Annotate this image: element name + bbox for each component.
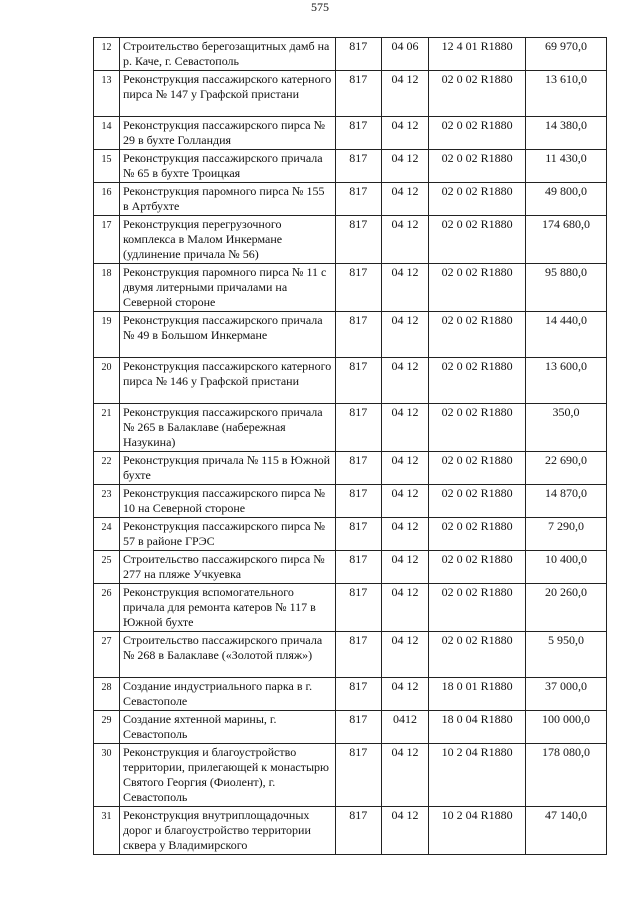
target-article-code: 02 0 02 R1880 bbox=[429, 183, 526, 216]
grbs-code: 817 bbox=[335, 518, 381, 551]
table-row bbox=[94, 150, 607, 183]
row-number: 17 bbox=[94, 216, 120, 264]
section-code: 04 06 bbox=[381, 38, 429, 71]
row-number: 28 bbox=[94, 678, 120, 711]
target-article-code: 02 0 02 R1880 bbox=[429, 216, 526, 264]
amount: 13 610,0 bbox=[525, 71, 606, 117]
section-code: 04 12 bbox=[381, 404, 429, 452]
target-article-code: 02 0 02 R1880 bbox=[429, 71, 526, 117]
object-name: Реконструкция и благоустройство территории, прилегающей к монастырю Святого Георгия (Фиолент), г. Севастополь bbox=[119, 744, 335, 807]
target-article-code: 02 0 02 R1880 bbox=[429, 117, 526, 150]
amount: 14 440,0 bbox=[525, 312, 606, 358]
section-code: 04 12 bbox=[381, 744, 429, 807]
table-row bbox=[94, 117, 607, 150]
section-code: 04 12 bbox=[381, 216, 429, 264]
table-row bbox=[94, 485, 607, 518]
table-row bbox=[94, 404, 607, 452]
row-number: 24 bbox=[94, 518, 120, 551]
row-number: 18 bbox=[94, 264, 120, 312]
table-row bbox=[94, 452, 607, 485]
target-article-code: 02 0 02 R1880 bbox=[429, 584, 526, 632]
grbs-code: 817 bbox=[335, 485, 381, 518]
grbs-code: 817 bbox=[335, 452, 381, 485]
row-number: 13 bbox=[94, 71, 120, 117]
section-code: 04 12 bbox=[381, 358, 429, 404]
row-number: 20 bbox=[94, 358, 120, 404]
grbs-code: 817 bbox=[335, 38, 381, 71]
section-code: 04 12 bbox=[381, 584, 429, 632]
grbs-code: 817 bbox=[335, 216, 381, 264]
object-name: Реконструкция пассажирского катерного пирса № 147 у Графской пристани bbox=[119, 71, 335, 117]
grbs-code: 817 bbox=[335, 183, 381, 216]
object-name: Строительство берегозащитных дамб на р. Каче, г. Севастополь bbox=[119, 38, 335, 71]
section-code: 04 12 bbox=[381, 150, 429, 183]
grbs-code: 817 bbox=[335, 678, 381, 711]
amount: 14 380,0 bbox=[525, 117, 606, 150]
amount: 10 400,0 bbox=[525, 551, 606, 584]
table-row bbox=[94, 518, 607, 551]
object-name: Реконструкция пассажирского пирса № 10 на Северной стороне bbox=[119, 485, 335, 518]
target-article-code: 12 4 01 R1880 bbox=[429, 38, 526, 71]
object-name: Реконструкция пассажирского причала № 49 в Большом Инкермане bbox=[119, 312, 335, 358]
amount: 13 600,0 bbox=[525, 358, 606, 404]
budget-table bbox=[93, 37, 607, 855]
grbs-code: 817 bbox=[335, 71, 381, 117]
section-code: 04 12 bbox=[381, 452, 429, 485]
amount: 7 290,0 bbox=[525, 518, 606, 551]
amount: 49 800,0 bbox=[525, 183, 606, 216]
grbs-code: 817 bbox=[335, 632, 381, 678]
grbs-code: 817 bbox=[335, 744, 381, 807]
amount: 14 870,0 bbox=[525, 485, 606, 518]
table-body bbox=[94, 38, 607, 855]
section-code: 0412 bbox=[381, 711, 429, 744]
target-article-code: 02 0 02 R1880 bbox=[429, 551, 526, 584]
amount: 69 970,0 bbox=[525, 38, 606, 71]
object-name: Реконструкция внутриплощадочных дорог и благоустройство территории сквера у Владимирского bbox=[119, 807, 335, 855]
target-article-code: 02 0 02 R1880 bbox=[429, 518, 526, 551]
table-row bbox=[94, 358, 607, 404]
table-row bbox=[94, 216, 607, 264]
object-name: Реконструкция причала № 115 в Южной бухте bbox=[119, 452, 335, 485]
grbs-code: 817 bbox=[335, 150, 381, 183]
table-row bbox=[94, 38, 607, 71]
table-row bbox=[94, 183, 607, 216]
row-number: 19 bbox=[94, 312, 120, 358]
row-number: 26 bbox=[94, 584, 120, 632]
grbs-code: 817 bbox=[335, 312, 381, 358]
amount: 178 080,0 bbox=[525, 744, 606, 807]
section-code: 04 12 bbox=[381, 518, 429, 551]
amount: 20 260,0 bbox=[525, 584, 606, 632]
table-row bbox=[94, 744, 607, 807]
section-code: 04 12 bbox=[381, 71, 429, 117]
section-code: 04 12 bbox=[381, 312, 429, 358]
target-article-code: 02 0 02 R1880 bbox=[429, 358, 526, 404]
row-number: 25 bbox=[94, 551, 120, 584]
row-number: 15 bbox=[94, 150, 120, 183]
table-row bbox=[94, 632, 607, 678]
grbs-code: 817 bbox=[335, 264, 381, 312]
object-name: Строительство пассажирского пирса № 277 на пляже Учкуевка bbox=[119, 551, 335, 584]
amount: 174 680,0 bbox=[525, 216, 606, 264]
section-code: 04 12 bbox=[381, 183, 429, 216]
object-name: Строительство пассажирского причала № 268 в Балаклаве («Золотой пляж») bbox=[119, 632, 335, 678]
row-number: 27 bbox=[94, 632, 120, 678]
amount: 11 430,0 bbox=[525, 150, 606, 183]
target-article-code: 02 0 02 R1880 bbox=[429, 632, 526, 678]
section-code: 04 12 bbox=[381, 807, 429, 855]
row-number: 14 bbox=[94, 117, 120, 150]
amount: 22 690,0 bbox=[525, 452, 606, 485]
object-name: Реконструкция пассажирского причала № 65 в бухте Троицкая bbox=[119, 150, 335, 183]
amount: 37 000,0 bbox=[525, 678, 606, 711]
target-article-code: 02 0 02 R1880 bbox=[429, 452, 526, 485]
table-row bbox=[94, 807, 607, 855]
object-name: Реконструкция пассажирского пирса № 57 в районе ГРЭС bbox=[119, 518, 335, 551]
object-name: Реконструкция вспомогательного причала для ремонта катеров № 117 в Южной бухте bbox=[119, 584, 335, 632]
section-code: 04 12 bbox=[381, 485, 429, 518]
target-article-code: 10 2 04 R1880 bbox=[429, 807, 526, 855]
row-number: 29 bbox=[94, 711, 120, 744]
row-number: 16 bbox=[94, 183, 120, 216]
table-row bbox=[94, 551, 607, 584]
grbs-code: 817 bbox=[335, 117, 381, 150]
amount: 350,0 bbox=[525, 404, 606, 452]
table-row bbox=[94, 678, 607, 711]
row-number: 31 bbox=[94, 807, 120, 855]
row-number: 30 bbox=[94, 744, 120, 807]
table-row bbox=[94, 71, 607, 117]
row-number: 22 bbox=[94, 452, 120, 485]
table-row bbox=[94, 264, 607, 312]
target-article-code: 02 0 02 R1880 bbox=[429, 264, 526, 312]
row-number: 12 bbox=[94, 38, 120, 71]
object-name: Реконструкция пассажирского пирса № 29 в бухте Голландия bbox=[119, 117, 335, 150]
row-number: 21 bbox=[94, 404, 120, 452]
amount: 5 950,0 bbox=[525, 632, 606, 678]
object-name: Реконструкция пассажирского причала № 265 в Балаклаве (набережная Назукина) bbox=[119, 404, 335, 452]
target-article-code: 18 0 04 R1880 bbox=[429, 711, 526, 744]
object-name: Реконструкция паромного пирса № 155 в Артбухте bbox=[119, 183, 335, 216]
section-code: 04 12 bbox=[381, 117, 429, 150]
object-name: Реконструкция пассажирского катерного пирса № 146 у Графской пристани bbox=[119, 358, 335, 404]
section-code: 04 12 bbox=[381, 678, 429, 711]
target-article-code: 02 0 02 R1880 bbox=[429, 404, 526, 452]
object-name: Создание яхтенной марины, г. Севастополь bbox=[119, 711, 335, 744]
target-article-code: 02 0 02 R1880 bbox=[429, 485, 526, 518]
amount: 95 880,0 bbox=[525, 264, 606, 312]
grbs-code: 817 bbox=[335, 358, 381, 404]
section-code: 04 12 bbox=[381, 264, 429, 312]
table-row bbox=[94, 312, 607, 358]
page-number: 575 bbox=[311, 0, 329, 14]
row-number: 23 bbox=[94, 485, 120, 518]
target-article-code: 02 0 02 R1880 bbox=[429, 150, 526, 183]
section-code: 04 12 bbox=[381, 632, 429, 678]
amount: 100 000,0 bbox=[525, 711, 606, 744]
object-name: Создание индустриального парка в г. Севастополе bbox=[119, 678, 335, 711]
object-name: Реконструкция паромного пирса № 11 с двумя литерными причалами на Северной стороне bbox=[119, 264, 335, 312]
target-article-code: 02 0 02 R1880 bbox=[429, 312, 526, 358]
table-row bbox=[94, 711, 607, 744]
grbs-code: 817 bbox=[335, 807, 381, 855]
grbs-code: 817 bbox=[335, 404, 381, 452]
grbs-code: 817 bbox=[335, 711, 381, 744]
amount: 47 140,0 bbox=[525, 807, 606, 855]
grbs-code: 817 bbox=[335, 584, 381, 632]
grbs-code: 817 bbox=[335, 551, 381, 584]
target-article-code: 10 2 04 R1880 bbox=[429, 744, 526, 807]
object-name: Реконструкция перегрузочного комплекса в Малом Инкермане (удлинение причала № 56) bbox=[119, 216, 335, 264]
target-article-code: 18 0 01 R1880 bbox=[429, 678, 526, 711]
table-row bbox=[94, 584, 607, 632]
section-code: 04 12 bbox=[381, 551, 429, 584]
